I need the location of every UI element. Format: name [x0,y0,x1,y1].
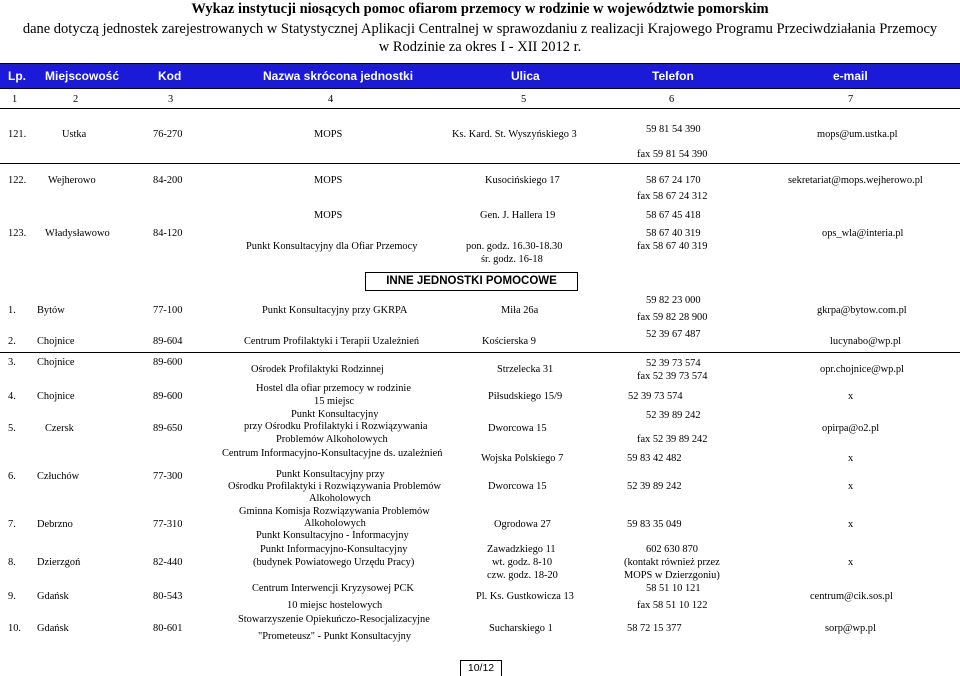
row-phone: 58 67 45 418 [646,210,701,221]
row-fax: fax 59 81 54 390 [637,149,708,160]
row-name-1: Stowarzyszenie Opiekuńczo-Resocjalizacyjne [238,614,430,625]
row-email: lucynabo@wp.pl [830,336,902,347]
document-title: Wykaz instytucji niosących pomoc ofiarom przemocy w rodzinie w województwie pomorskim [191,1,769,17]
row-street: Strzelecka 31 [497,364,554,375]
row-lp: 121. [8,129,27,140]
colnum-5: 5 [521,94,527,105]
header-nazwa: Nazwa skrócona jednostki [263,69,414,83]
row-code: 89-600 [153,391,183,402]
row-town: Debrzno [37,519,73,530]
row-fax: fax 52 39 89 242 [637,434,708,445]
row-email: x [848,557,854,568]
row-street: Kościerska 9 [482,336,536,347]
row-street-1: Wojska Polskiego 7 [481,453,564,464]
row-phone: 52 39 67 487 [646,329,701,340]
row-name-2: 10 miejsc hostelowych [287,600,383,611]
divider [0,108,960,109]
row-code: 80-543 [153,591,183,602]
header-lp: Lp. [8,69,26,83]
document-subtitle: dane dotyczą jednostek zarejestrowanych w Statystycznej Aplikacji Centralnej w sprawozdaniu z realizacji Krajowego Programu Przeciwdziałania Przemocy w Rodzinie za okres I - XII 2012 r. [22,21,938,55]
row-phone: 602 630 870 [646,544,698,555]
row-town: Dzierzgoń [37,557,81,568]
row-name-3: Problemów Alkoholowych [276,434,388,445]
row-name-3: Punkt Konsultacyjno - Informacyjny [256,530,409,541]
row-code: 89-600 [153,357,183,368]
row-email: x [848,453,854,464]
row-code: 76-270 [153,129,183,140]
row-name-1: Punkt Konsultacyjny [291,409,379,420]
row-street-2: Dworcowa 15 [488,481,547,492]
row-name-1: Centrum Informacyjno-Konsultacyjne ds. uzależnień [222,448,443,459]
row-email: sekretariat@mops.wejherowo.pl [788,175,923,186]
row-town: Chojnice [37,391,75,402]
row-phone-2: (kontakt również przez [624,557,720,568]
row-lp: 9. [8,591,16,602]
row-code: 80-601 [153,623,183,634]
row-name-2: przy Ośrodku Profilaktyki i Rozwiązywania [244,421,428,432]
row-code: 89-604 [153,336,183,347]
row-name-1: Centrum Interwencji Kryzysowej PCK [252,583,414,594]
row-email: ops_wla@interia.pl [822,228,904,239]
row-lp: 5. [8,423,16,434]
header-miejscowosc: Miejscowość [45,69,120,83]
row-phone: 52 39 89 242 [646,410,701,421]
section-label: INNE JEDNOSTKI POMOCOWE [365,272,578,291]
row-lp: 7. [8,519,16,530]
row-code: 84-120 [153,228,183,239]
row-name-2: Alkoholowych [304,518,366,529]
row-street: Ogrodowa 27 [494,519,551,530]
row-street-3: śr. godz. 16-18 [481,254,543,265]
colnum-2: 2 [73,94,79,105]
header-email: e-mail [833,69,868,83]
header-ulica: Ulica [511,69,540,83]
row-code: 77-310 [153,519,183,530]
table-header [0,63,960,89]
colnum-1: 1 [12,94,18,105]
row-street-1: Gen. J. Hallera 19 [480,210,556,221]
row-code: 77-300 [153,471,183,482]
row-town: Czersk [45,423,74,434]
row-town: Gdańsk [37,623,69,634]
colnum-3: 3 [168,94,174,105]
row-code: 84-200 [153,175,183,186]
row-name-2: Punkt Konsultacyjny przy [276,469,385,480]
row-lp: 123. [8,228,27,239]
row-email-2: x [848,481,854,492]
row-email: gkrpa@bytow.com.pl [817,305,907,316]
row-name-1: Gminna Komisja Rozwiązywania Problemów [239,506,430,517]
row-lp: 8. [8,557,16,568]
row-code: 77-100 [153,305,183,316]
row-street-2: wt. godz. 8-10 [492,557,553,568]
row-name-3: Ośrodku Profilaktyki i Rozwiązywania Problemów [228,481,441,492]
row-lp: 3. [8,357,16,368]
row-street: Sucharskiego 1 [489,623,553,634]
row-street: Piłsudskiego 15/9 [488,391,563,402]
row-email: centrum@cik.sos.pl [810,591,893,602]
page-number: 10/12 [460,660,502,676]
row-name-2: 15 miejsc [314,396,355,407]
row-fax: fax 59 82 28 900 [637,312,708,323]
row-phone-2: 52 39 89 242 [627,481,682,492]
row-street: Ks. Kard. St. Wyszyńskiego 3 [452,129,577,140]
row-email: mops@um.ustka.pl [817,129,898,140]
row-email: sorp@wp.pl [825,623,876,634]
row-street-2: pon. godz. 16.30-18.30 [466,241,563,252]
row-phone: 59 83 42 482 [627,453,682,464]
row-name-2: "Prometeusz" - Punkt Konsultacyjny [258,631,412,642]
row-phone-2: 58 67 40 319 [646,228,701,239]
row-fax: fax 58 67 40 319 [637,241,708,252]
row-lp: 4. [8,391,16,402]
row-phone: 59 82 23 000 [646,295,701,306]
row-town: Władysławowo [45,228,110,239]
row-street-3: czw. godz. 18-20 [487,570,558,581]
row-town: Chojnice [37,357,75,368]
row-lp: 6. [8,471,16,482]
row-town: Ustka [62,129,87,140]
row-code: 89-650 [153,423,183,434]
row-phone: 58 72 15 377 [627,623,682,634]
header-kod: Kod [158,69,182,83]
row-phone: 59 81 54 390 [646,124,701,135]
row-phone: 52 39 73 574 [628,391,683,402]
row-name-2: Punkt Konsultacyjny dla Ofiar Przemocy [246,241,418,252]
row-phone: 58 67 24 170 [646,175,701,186]
row-town: Chojnice [37,336,75,347]
row-name: MOPS [314,129,343,140]
row-street: Dworcowa 15 [488,423,547,434]
row-name: Punkt Konsultacyjny przy GKRPA [262,305,408,316]
row-phone: 52 39 73 574 [646,358,701,369]
row-phone: 59 83 35 049 [627,519,682,530]
row-email: x [848,519,854,530]
row-email: opr.chojnice@wp.pl [820,364,905,375]
row-fax: fax 58 67 24 312 [637,191,708,202]
row-town: Człuchów [37,471,80,482]
row-name: Ośrodek Profilaktyki Rodzinnej [251,364,384,375]
row-name-1: MOPS [314,210,343,221]
header-telefon: Telefon [652,69,694,83]
row-town: Bytów [37,305,65,316]
colnum-7: 7 [848,94,854,105]
row-lp: 10. [8,623,21,634]
row-lp: 2. [8,336,16,347]
row-name-1: Hostel dla ofiar przemocy w rodzinie [256,383,411,394]
row-fax: fax 58 51 10 122 [637,600,708,611]
colnum-6: 6 [669,94,675,105]
row-code: 82-440 [153,557,183,568]
row-street: Miła 26a [501,305,539,316]
row-phone: 58 51 10 121 [646,583,701,594]
row-name-1: Punkt Informacyjno-Konsultacyjny [260,544,408,555]
row-town: Wejherowo [48,175,96,186]
row-name: MOPS [314,175,343,186]
row-name-4: Alkoholowych [309,493,371,504]
row-name-2: (budynek Powiatowego Urzędu Pracy) [253,557,415,568]
row-name: Centrum Profilaktyki i Terapii Uzależnień [244,336,420,347]
row-lp: 1. [8,305,16,316]
divider [0,352,960,353]
divider [0,163,960,164]
row-town: Gdańsk [37,591,69,602]
row-email: x [848,391,854,402]
row-lp: 122. [8,175,27,186]
row-phone-3: MOPS w Dzierzgoniu) [624,570,720,581]
row-street: Kusocińskiego 17 [485,175,560,186]
row-fax: fax 52 39 73 574 [637,371,708,382]
colnum-4: 4 [328,94,334,105]
row-email: opirpa@o2.pl [822,423,880,434]
row-street: Pl. Ks. Gustkowicza 13 [476,591,574,602]
row-street-1: Zawadzkiego 11 [487,544,556,555]
